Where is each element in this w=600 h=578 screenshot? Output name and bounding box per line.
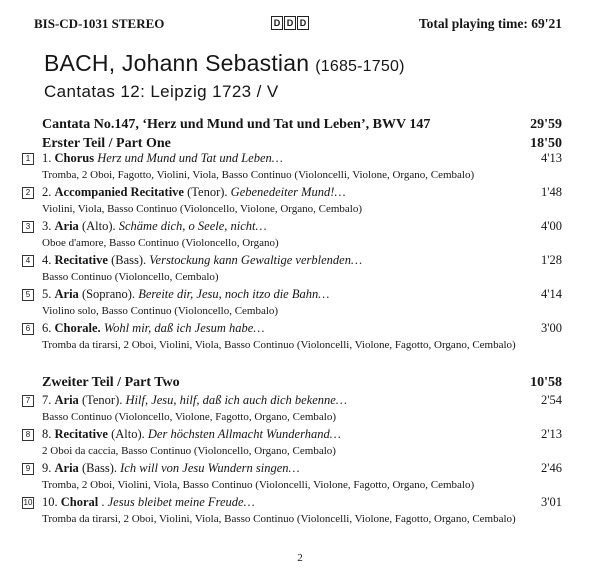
header: [34, 14, 562, 34]
track-text: Ich will von Jesu Wundern singen…: [120, 461, 300, 475]
track-voice: .: [101, 495, 105, 509]
track-voice: (Tenor).: [81, 393, 123, 407]
track-no: 9.: [42, 461, 52, 475]
catalog-number: BIS-CD-1031 STEREO: [34, 16, 165, 31]
track-number-box: 10: [23, 498, 33, 507]
track-text: Der höchsten Allmacht Wunderhand…: [147, 427, 341, 441]
track-form: Accompanied Recitative: [54, 185, 184, 199]
total-playing-time: Total playing time: 69'21: [418, 16, 562, 31]
track-number-box: 1: [22, 153, 34, 165]
track-row: [22, 427, 562, 462]
track-instrumentation: Basso Continuo (Violoncello, Violone, Fagotto, Organo, Cembalo): [42, 411, 337, 423]
track-duration: 2'46: [540, 461, 562, 475]
track-no: 5.: [42, 287, 52, 301]
track-duration: 1'28: [540, 253, 562, 267]
track-text: Schäme dich, o Seele, nicht…: [118, 219, 267, 233]
track-text: Herz und Mund und Tat und Leben…: [97, 151, 283, 165]
track-row: [22, 495, 562, 530]
track-form: Aria: [54, 219, 79, 233]
track-number-box: 8: [22, 429, 34, 441]
part-duration: 10'58: [530, 375, 562, 390]
part-duration: 18'50: [530, 136, 562, 151]
track-instrumentation: Violino solo, Basso Continuo (Violoncello, Cembalo): [42, 305, 279, 317]
track-instrumentation: Violini, Viola, Basso Continuo (Violoncello, Violone, Organo, Cembalo): [42, 203, 362, 215]
part-title: Erster Teil / Part One: [42, 136, 171, 151]
track-no: 6.: [42, 321, 52, 335]
track-duration: 4'14: [540, 287, 562, 301]
track-number-box: 2: [22, 187, 34, 199]
page-number: 2: [297, 552, 303, 564]
track-row: [22, 219, 562, 254]
ddd-letter: D: [271, 16, 283, 30]
track-row: [22, 253, 562, 288]
cantata-title-row: [42, 117, 562, 135]
track-row: [22, 185, 562, 220]
track-duration: 4'13: [540, 151, 562, 165]
track-text: Jesus bleibet meine Freude…: [107, 495, 255, 509]
track-form: Aria: [54, 461, 79, 475]
track-row: [22, 321, 562, 356]
part-title: Zweiter Teil / Part Two: [42, 375, 180, 390]
track-duration: 4'00: [540, 219, 562, 233]
track-voice: (Soprano).: [81, 287, 136, 301]
track-heading: [42, 495, 255, 510]
track-instrumentation: Tromba, 2 Oboi, Violini, Viola, Basso Continuo (Violoncelli, Violone, Fagotto, Organo, Cembalo): [42, 479, 475, 491]
track-row: [22, 287, 562, 322]
track-text: Bereite dir, Jesu, noch itzo die Bahn…: [138, 287, 330, 301]
track-instrumentation: Oboe d'amore, Basso Continuo (Violoncello, Organo): [42, 237, 279, 249]
track-number-box: 6: [22, 323, 34, 335]
track-instrumentation: Tromba da tirarsi, 2 Oboi, Violini, Viola, Basso Continuo (Violoncelli, Violone, Fagotto, Organo, Cembalo): [42, 339, 516, 351]
track-voice: (Alto).: [111, 427, 145, 441]
track-duration: 2'54: [540, 393, 562, 407]
track-heading: [42, 427, 341, 442]
track-heading: [42, 253, 362, 268]
track-text: Verstockung kann Gewaltige verblenden…: [149, 253, 363, 267]
composer-heading: [44, 50, 405, 77]
track-form: Aria: [54, 393, 79, 407]
track-form: Choral: [60, 495, 99, 509]
track-heading: [42, 151, 283, 166]
track-heading: [42, 321, 264, 336]
track-number-box: 4: [22, 255, 34, 267]
track-duration: 1'48: [540, 185, 562, 199]
ddd-letter: D: [297, 16, 309, 30]
track-form: Chorus: [54, 151, 95, 165]
track-number-box: 3: [22, 221, 34, 233]
ddd-logo: [271, 16, 309, 30]
track-number-box: 7: [22, 395, 34, 407]
track-text: Wohl mir, daß ich Jesum habe…: [103, 321, 265, 335]
track-duration: 3'00: [540, 321, 562, 335]
track-no: 4.: [42, 253, 52, 267]
volume-title: Cantatas 12: Leipzig 1723 / V: [44, 82, 279, 101]
composer-dates: (1685-1750): [315, 58, 405, 75]
track-no: 1.: [42, 151, 52, 165]
track-row: [22, 461, 562, 496]
track-number-box: 9: [22, 463, 34, 475]
track-no: 8.: [42, 427, 52, 441]
track-text: Gebenedeiter Mund!…: [230, 185, 346, 199]
ddd-letter: D: [284, 16, 296, 30]
track-no: 10.: [42, 495, 58, 509]
track-duration: 3'01: [540, 495, 562, 509]
track-heading: [42, 393, 347, 408]
track-no: 3.: [42, 219, 52, 233]
track-form: Chorale.: [54, 321, 101, 335]
track-heading: [42, 185, 346, 200]
track-text: Hilf, Jesu, hilf, daß ich auch dich bekenne…: [125, 393, 347, 407]
track-instrumentation: Tromba da tirarsi, 2 Oboi, Violini, Viola, Basso Continuo (Violoncelli, Violone, Fagotto, Organo, Cembalo): [42, 513, 516, 525]
track-number-box: 5: [22, 289, 34, 301]
track-heading: [42, 461, 300, 476]
track-no: 7.: [42, 393, 52, 407]
track-voice: (Tenor).: [187, 185, 228, 199]
track-form: Recitative: [54, 427, 108, 441]
track-form: Recitative: [54, 253, 108, 267]
part-heading: [42, 375, 562, 393]
track-voice: (Alto).: [81, 219, 116, 233]
track-no: 2.: [42, 185, 52, 199]
track-heading: [42, 219, 267, 234]
track-instrumentation: Basso Continuo (Violoncello, Cembalo): [42, 271, 219, 283]
track-heading: [42, 287, 329, 302]
track-form: Aria: [54, 287, 79, 301]
composer-name: BACH, Johann Sebastian: [44, 50, 310, 76]
track-instrumentation: 2 Oboi da caccia, Basso Continuo (Violoncello, Organo, Cembalo): [42, 445, 336, 457]
track-voice: (Bass).: [81, 461, 118, 475]
track-row: [22, 151, 562, 186]
track-row: [22, 393, 562, 428]
track-duration: 2'13: [540, 427, 562, 441]
track-instrumentation: Tromba, 2 Oboi, Fagotto, Violini, Viola, Basso Continuo (Violoncelli, Violone, Organo, Cembalo): [42, 169, 475, 181]
cantata-duration: 29'59: [530, 117, 562, 132]
track-voice: (Bass).: [111, 253, 147, 267]
cantata-title: Cantata No.147, ‘Herz und Mund und Tat und Leben’, BWV 147: [42, 117, 431, 132]
